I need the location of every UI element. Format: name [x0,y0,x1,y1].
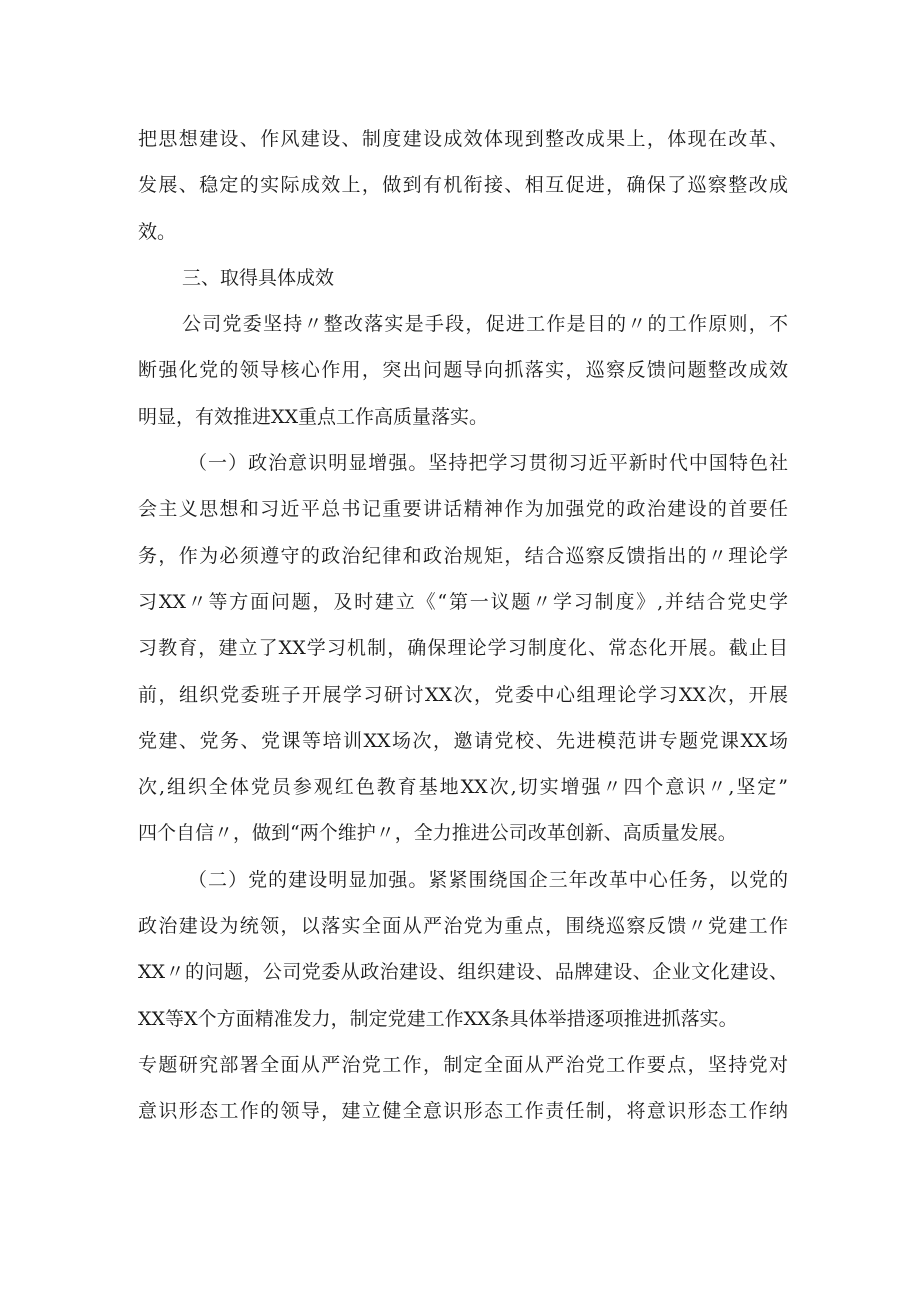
paragraph-line: 效。 [138,220,177,243]
paragraph-line: 党建、党务、党课等培训XX场次，邀请党校、先进模范讲专题党课XX场 [138,729,788,752]
paragraph-line: 政治建设为统领，以落实全面从严治党为重点，围绕巡察反馈〃党建工作 [138,915,788,938]
paragraph-line: 意识形态工作的领导，建立健全意识形态工作责任制，将意识形态工作纳 [138,1100,788,1123]
paragraph-line: 务，作为必须遵守的政治纪律和政治规矩，结合巡察反馈指出的〃理论学 [138,544,788,567]
subsection-lead-line: （二）党的建设明显加强。紧紧围绕国企三年改革中心任务，以党的 [188,868,788,891]
paragraph-line: 习教育，建立了XX学习机制，确保理论学习制度化、常态化开展。截止目 [138,637,788,660]
paragraph-line: XX等X个方面精准发力，制定党建工作XX条具体举措逐项推进抓落实。 [138,1007,738,1030]
paragraph-line: 会主义思想和习近平总书记重要讲话精神作为加强党的政治建设的首要任 [138,498,788,521]
paragraph-line: 习XX〃等方面问题，及时建立《“第一议题〃学习制度》,并结合党史学 [138,590,788,613]
paragraph-line: 前，组织党委班子开展学习研讨XX次，党委中心组理论学习XX次，开展 [138,683,788,706]
paragraph-line: 次,组织全体党员参观红色教育基地XX次,切实增强〃四个意识〃,坚定” [138,776,788,799]
paragraph-line: 公司党委坚持〃整改落实是手段，促进工作是目的〃的工作原则，不 [182,313,788,336]
section-heading: 三、取得具体成效 [182,266,335,289]
paragraph-line: 明显，有效推进XX重点工作高质量落实。 [138,405,489,428]
paragraph-line: 断强化党的领导核心作用，突出问题导向抓落实，巡察反馈问题整改成效 [138,359,788,382]
paragraph-line: 把思想建设、作风建设、制度建设成效体现到整改成果上，体现在改革、 [138,128,788,150]
subsection-lead-line: （一）政治意识明显增强。坚持把学习贯彻习近平新时代中国特色社 [188,452,788,475]
paragraph-line: 四个自信〃，做到“两个维护〃，全力推进公司改革创新、高质量发展。 [138,822,737,845]
paragraph-line: 发展、稳定的实际成效上，做到有机衔接、相互促进，确保了巡察整改成 [138,174,788,197]
paragraph-line: XX〃的问题，公司党委从政治建设、组织建设、品牌建设、企业文化建设、 [138,961,788,984]
document-body [138,116,788,1135]
paragraph-line: 专题研究部署全面从严治党工作，制定全面从严治党工作要点，坚持党对 [138,1053,788,1076]
